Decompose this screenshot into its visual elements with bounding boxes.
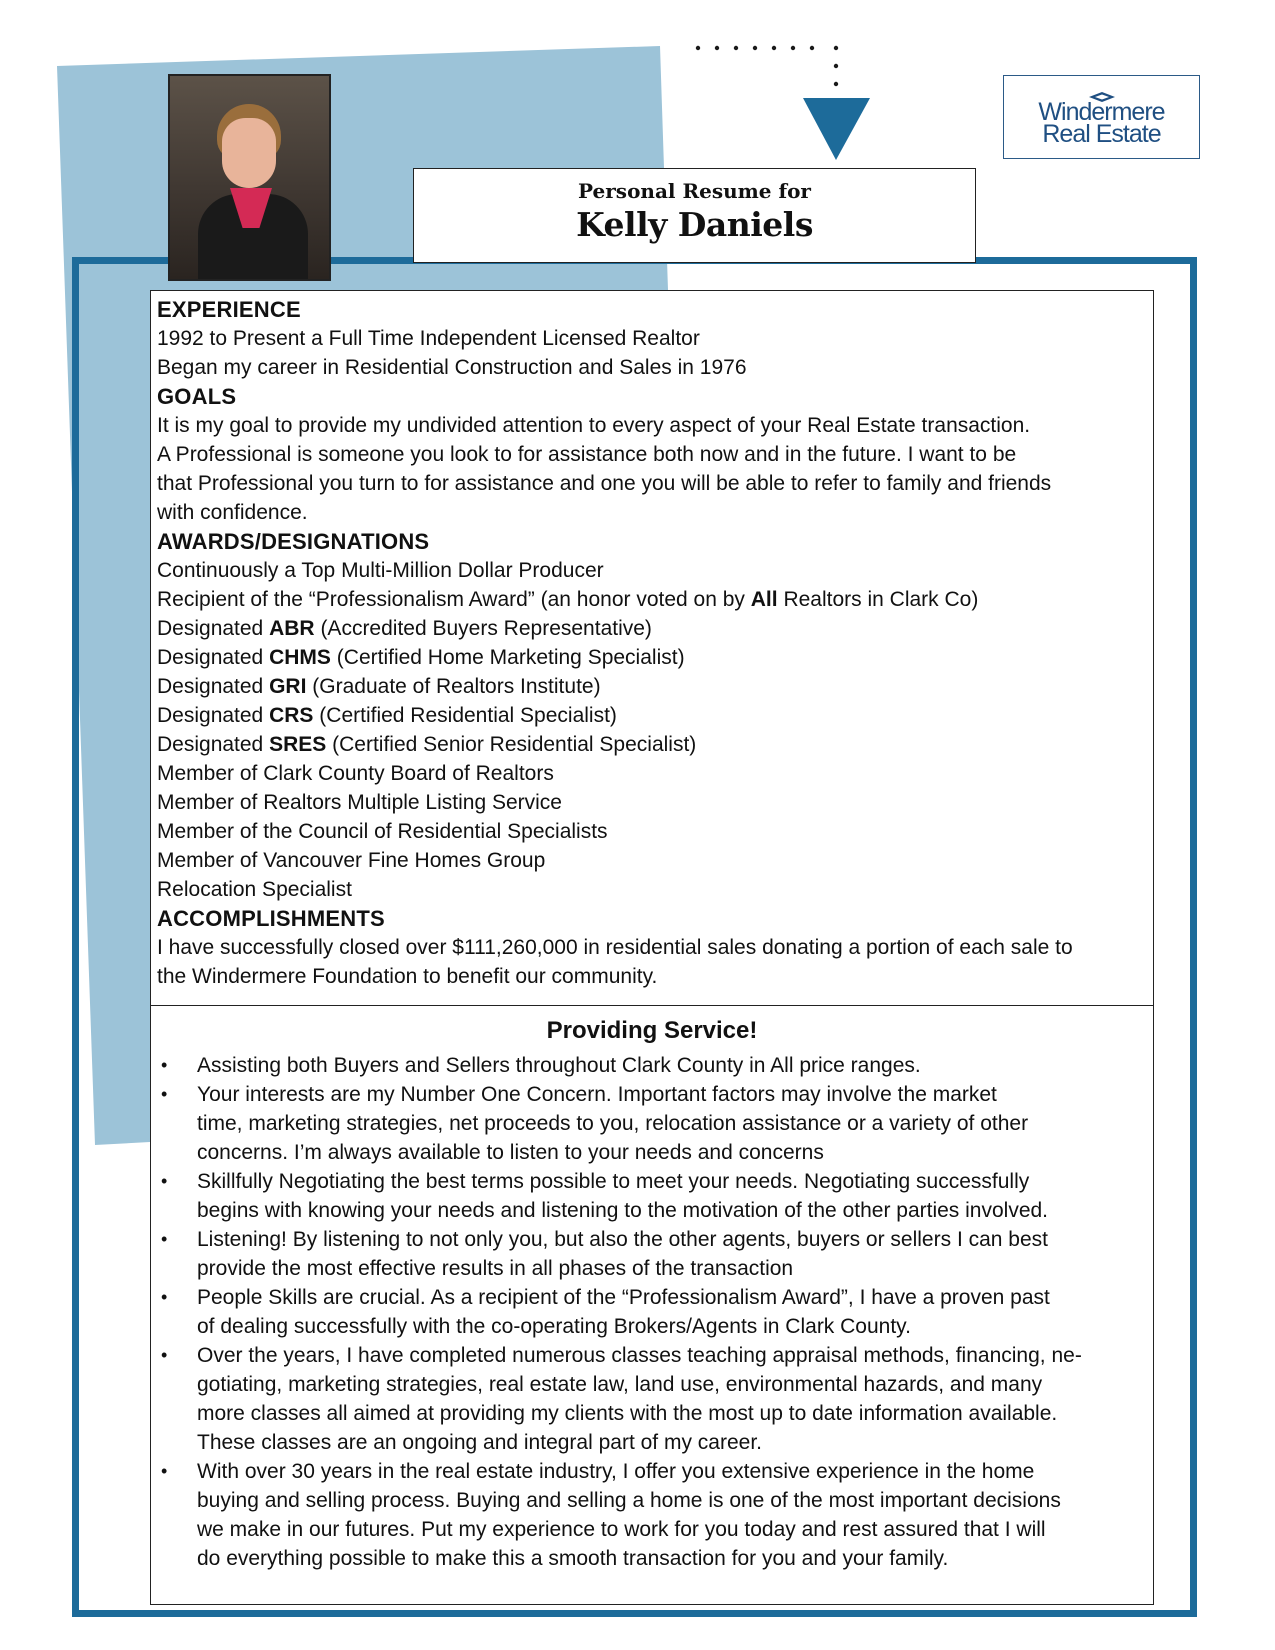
designated-word: Designated <box>157 704 264 727</box>
service-bullet-item <box>159 1283 1143 1341</box>
dotted-arrow-line <box>696 46 838 86</box>
designation-desc: (Graduate of Realtors Institute) <box>312 675 601 698</box>
awards-line: Continuously a Top Multi-Million Dollar Producer <box>157 559 604 582</box>
experience-heading: EXPERIENCE <box>157 297 301 322</box>
goals-line: with confidence. <box>157 501 308 524</box>
membership-line: Member of Vancouver Fine Homes Group <box>157 849 546 872</box>
bullet-icon: • <box>161 1084 168 1104</box>
windermere-logo <box>1003 75 1200 159</box>
bullet-text-line: do everything possible to make this a smooth transaction for you and your family. <box>197 1547 949 1570</box>
bullet-text-line: buying and selling process. Buying and selling a home is one of the most important decisions <box>197 1489 1061 1512</box>
designation-desc: (Certified Residential Specialist) <box>319 704 617 727</box>
designated-word: Designated <box>157 675 264 698</box>
accomplishments-heading: ACCOMPLISHMENTS <box>157 906 385 931</box>
providing-service-section <box>151 1007 1153 1573</box>
agent-name: Kelly Daniels <box>576 205 813 244</box>
bullet-icon: • <box>161 1345 168 1365</box>
arrow-down-icon <box>803 98 870 160</box>
designation-code: CHMS <box>269 646 331 669</box>
bullet-text-line: time, marketing strategies, net proceeds to you, relocation assistance or a variety of other <box>197 1112 1029 1135</box>
award-text-bold: All <box>750 588 778 611</box>
bullet-text-line: With over 30 years in the real estate industry, I offer you extensive experience in the home <box>197 1460 1035 1483</box>
designation-line <box>157 701 1147 730</box>
bullet-text-line: we make in our futures. Put my experience to work for you today and rest assured that I will <box>197 1518 1046 1541</box>
accomplishments-line: the Windermere Foundation to benefit our community. <box>157 965 658 988</box>
bullet-text-line: provide the most effective results in all phases of the transaction <box>197 1257 794 1280</box>
title-subtitle: Personal Resume for <box>578 179 811 203</box>
service-bullet-item <box>159 1167 1143 1225</box>
service-bullet-item <box>159 1341 1143 1457</box>
service-bullet-item <box>159 1080 1143 1167</box>
award-text-post: Realtors in Clark Co) <box>777 588 979 611</box>
service-bullet-item <box>159 1457 1143 1573</box>
logo-line1: Windermere <box>1038 98 1165 126</box>
resume-top-section <box>151 291 1153 991</box>
bullet-text-line: These classes are an ongoing and integral part of my career. <box>197 1431 762 1454</box>
bullet-icon: • <box>161 1055 168 1075</box>
bullet-text-line: Assisting both Buyers and Sellers throughout Clark County in All price ranges. <box>197 1054 921 1077</box>
designated-word: Designated <box>157 617 264 640</box>
bullet-icon: • <box>161 1229 168 1249</box>
designation-code: SRES <box>269 733 327 756</box>
designated-word: Designated <box>157 733 264 756</box>
service-bullet-item <box>159 1051 1143 1080</box>
bullet-text-line: more classes all aimed at providing my clients with the most up to date information available. <box>197 1402 1058 1425</box>
service-title: Providing Service! <box>546 1017 758 1044</box>
awards-heading: AWARDS/DESIGNATIONS <box>157 529 430 554</box>
bullet-text-line: of dealing successfully with the co-operating Brokers/Agents in Clark County. <box>197 1315 911 1338</box>
bullet-icon: • <box>161 1287 168 1307</box>
bullet-text-line: begins with knowing your needs and listening to the motivation of the other parties involved. <box>197 1199 1049 1222</box>
bullet-text-line: Listening! By listening to not only you, but also the other agents, buyers or sellers I can best <box>197 1228 1048 1251</box>
resume-content-box <box>150 290 1154 1605</box>
professionalism-award-line <box>157 585 1147 614</box>
membership-line: Member of Realtors Multiple Listing Service <box>157 791 562 814</box>
membership-line: Relocation Specialist <box>157 878 352 901</box>
award-text-pre: Recipient of the “Professionalism Award” (an honor voted on by <box>157 588 751 611</box>
designation-desc: (Accredited Buyers Representative) <box>320 617 652 640</box>
experience-line: 1992 to Present a Full Time Independent Licensed Realtor <box>157 327 700 350</box>
bullet-text-line: Your interests are my Number One Concern. Important factors may involve the market <box>197 1083 997 1106</box>
designation-code: CRS <box>269 704 314 727</box>
service-bullet-list <box>151 1051 1153 1573</box>
bullet-text-line: Over the years, I have completed numerous classes teaching appraisal methods, financing, ne- <box>197 1344 1082 1367</box>
goals-line: that Professional you turn to for assistance and one you will be able to refer to family and friends <box>157 472 1052 495</box>
service-bullet-item <box>159 1225 1143 1283</box>
accomplishments-line: I have successfully closed over $111,260,000 in residential sales donating a portion of each sale to <box>157 936 1073 959</box>
designated-word: Designated <box>157 646 264 669</box>
bullet-text-line: gotiating, marketing strategies, real estate law, land use, environmental hazards, and many <box>197 1373 1043 1396</box>
goals-heading: GOALS <box>157 384 237 409</box>
agent-photo <box>168 74 331 281</box>
bullet-text-line: concerns. I’m always available to listen to your needs and concerns <box>197 1141 824 1164</box>
designation-line <box>157 614 1147 643</box>
bullet-icon: • <box>161 1171 168 1191</box>
bullet-text-line: Skillfully Negotiating the best terms possible to meet your needs. Negotiating successfully <box>197 1170 1030 1193</box>
goals-line: It is my goal to provide my undivided attention to every aspect of your Real Estate transaction. <box>157 414 1031 437</box>
membership-line: Member of the Council of Residential Specialists <box>157 820 608 843</box>
designation-line <box>157 730 1147 759</box>
designation-code: ABR <box>269 617 315 640</box>
bullet-icon: • <box>161 1461 168 1481</box>
bullet-text-line: People Skills are crucial. As a recipient of the “Professionalism Award”, I have a proven past <box>197 1286 1050 1309</box>
membership-line: Member of Clark County Board of Realtors <box>157 762 554 785</box>
goals-line: A Professional is someone you look to for assistance both now and in the future. I want to be <box>157 443 1017 466</box>
experience-line: Began my career in Residential Construction and Sales in 1976 <box>157 356 747 379</box>
designation-desc: (Certified Home Marketing Specialist) <box>336 646 685 669</box>
designation-desc: (Certified Senior Residential Specialist) <box>332 733 697 756</box>
designation-line <box>157 672 1147 701</box>
designation-code: GRI <box>269 675 307 698</box>
section-divider <box>151 1005 1153 1006</box>
designation-line <box>157 643 1147 672</box>
title-box <box>413 168 976 263</box>
logo-line2: Real Estate <box>1042 120 1161 148</box>
